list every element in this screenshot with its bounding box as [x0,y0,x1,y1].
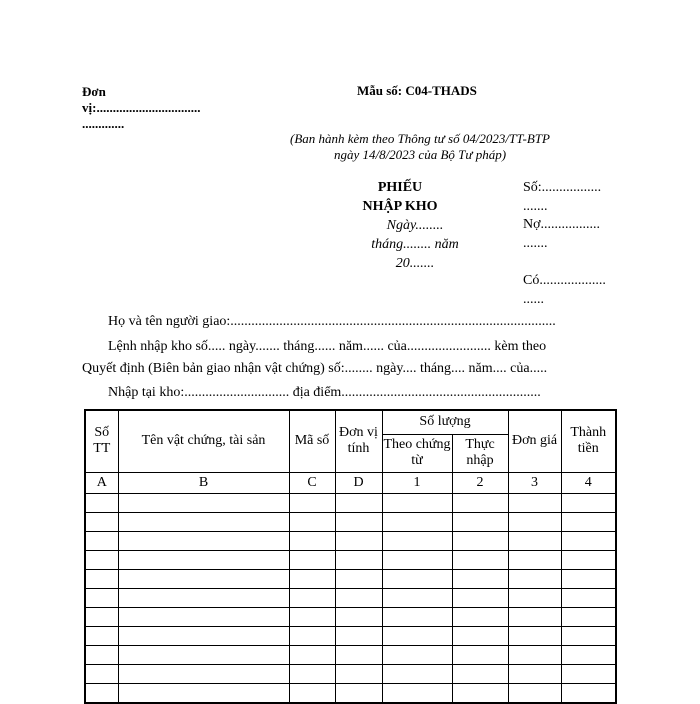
table-cell [85,512,118,531]
table-cell [85,493,118,512]
order-line-1: Lệnh nhập kho số..... ngày....... tháng...... năm...... của........................ kèm theo [108,339,547,354]
table-cell [85,607,118,626]
table-cell [452,645,508,664]
table-cell [335,569,382,588]
table-cell [452,588,508,607]
title-line-1: PHIẾU [377,180,423,195]
table-cell [508,550,561,569]
table-cell [561,626,616,645]
table-cell [289,512,335,531]
header-code: Mã số [289,410,335,472]
table-cell [452,569,508,588]
table-cell [335,512,382,531]
goods-table [84,409,617,704]
header-stt: Số TT [85,410,118,472]
table-row [85,626,616,645]
unit-field [82,84,222,132]
table-cell [508,626,561,645]
table-cell [382,512,452,531]
table-cell [561,512,616,531]
table-cell [335,493,382,512]
table-cell [508,588,561,607]
table-cell [289,569,335,588]
table-cell [118,512,289,531]
so-field: Số:................. ....... [523,180,602,214]
table-cell [335,588,382,607]
issued-note [270,131,570,163]
table-cell [382,626,452,645]
deliverer-line: Họ và tên người giao:............................................................................................. [108,314,556,329]
document-title [330,178,470,216]
table-cell [335,664,382,683]
table-cell [508,531,561,550]
table-cell [452,607,508,626]
table-cell [335,550,382,569]
table-cell [382,664,452,683]
table-cell [508,569,561,588]
unit-fill: ................................ ............. [82,100,201,131]
table-cell [118,493,289,512]
table-cell [561,531,616,550]
table-row [85,550,616,569]
table-cell [561,493,616,512]
table-cell [335,607,382,626]
table-cell [561,645,616,664]
column-code-row [85,472,616,493]
table-cell [382,531,452,550]
title-line-2: NHẬP KHO [362,199,438,214]
table-cell [561,664,616,683]
issued-line-2: ngày 14/8/2023 của Bộ Tư pháp) [333,147,507,162]
table-row [85,531,616,550]
table-cell [508,512,561,531]
table-cell [561,569,616,588]
table-cell [382,569,452,588]
column-code: D [335,472,382,493]
table-cell [508,664,561,683]
table-cell [561,607,616,626]
table-cell [289,626,335,645]
column-code: A [85,472,118,493]
table-cell [118,664,289,683]
table-cell [452,531,508,550]
table-row [85,645,616,664]
table-cell [118,607,289,626]
table-cell [289,550,335,569]
table-row [85,569,616,588]
table-cell [118,569,289,588]
header-qty-actual: Thực nhập [452,434,508,472]
table-cell [289,664,335,683]
column-code: C [289,472,335,493]
table-cell [335,531,382,550]
unit-label: Đơn vị: [82,84,106,115]
table-cell [289,645,335,664]
table-cell [382,588,452,607]
table-cell [118,550,289,569]
table-cell [289,493,335,512]
table-cell [508,645,561,664]
column-code: 3 [508,472,561,493]
column-code: 4 [561,472,616,493]
date-field [350,216,480,273]
table-cell [561,550,616,569]
warehouse-line: Nhập tại kho:.............................. địa điểm......................................................... [108,385,541,400]
table-row [85,607,616,626]
table-cell [335,645,382,664]
table-cell [382,550,452,569]
table-cell [85,588,118,607]
table-row [85,588,616,607]
header-unit: Đơn vị tính [335,410,382,472]
table-cell [382,493,452,512]
table-body [85,493,616,703]
header-quantity: Số lượng [382,410,508,434]
date-line-2: tháng........ năm [371,237,459,252]
table-cell [85,664,118,683]
column-code: 2 [452,472,508,493]
table-cell [289,588,335,607]
table-cell [289,531,335,550]
column-code: B [118,472,289,493]
table-cell [85,550,118,569]
order-line-2: Quyết định (Biên bản giao nhận vật chứng) số:........ ngày.... tháng.... năm.... của..... [82,361,548,376]
issued-line-1: (Ban hành kèm theo Thông tư số 04/2023/TT-BTP [290,131,550,146]
header-qty-document: Theo chứng từ [382,434,452,472]
header-total: Thành tiền [561,410,616,472]
table-cell [85,645,118,664]
table-cell [335,626,382,645]
table-row [85,664,616,683]
table-cell [118,531,289,550]
date-line-1: Ngày........ [386,218,444,233]
no-field: Nợ................. ....... [523,217,601,251]
table-cell [452,664,508,683]
table-row [85,493,616,512]
header-name: Tên vật chứng, tài sản [118,410,289,472]
table-row [85,512,616,531]
form-number: Mẫu số: C04-THADS [357,83,477,98]
table-cell [118,588,289,607]
table-cell [452,512,508,531]
table-cell [452,493,508,512]
co-field: Có................... ...... [523,273,606,307]
table-cell [561,588,616,607]
date-line-3: 20....... [395,256,435,271]
table-cell [508,607,561,626]
table-cell [118,626,289,645]
table-cell [85,531,118,550]
table-cell [118,645,289,664]
table-cell [289,607,335,626]
table-cell [452,626,508,645]
table-cell [382,607,452,626]
table-cell [508,493,561,512]
table-cell [382,645,452,664]
table-cell [85,626,118,645]
table-cell [85,569,118,588]
header-price: Đơn giá [508,410,561,472]
table-cell [452,550,508,569]
column-code: 1 [382,472,452,493]
